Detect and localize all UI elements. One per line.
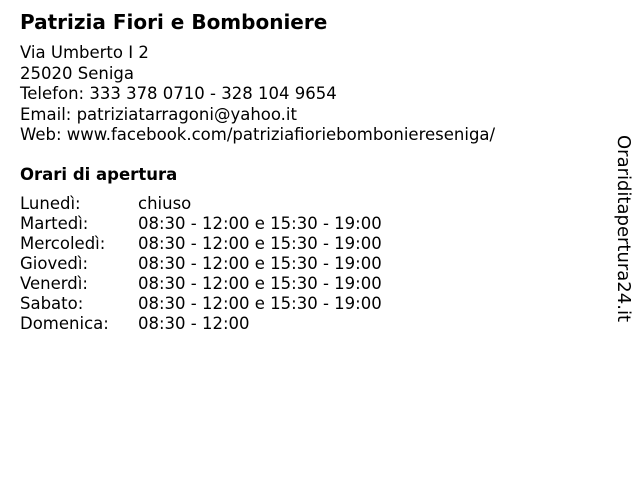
day-hours: 08:30 - 12:00 e 15:30 - 19:00 <box>138 214 382 233</box>
business-name: Patrizia Fiori e Bomboniere <box>20 10 328 34</box>
day-label: Mercoledì: <box>20 234 106 253</box>
web-line: Web: www.facebook.com/patriziafioriebomboniereseniga/ <box>20 125 496 144</box>
day-hours: 08:30 - 12:00 e 15:30 - 19:00 <box>138 254 382 273</box>
contact-info <box>20 43 495 146</box>
address-line: Via Umberto I 2 <box>20 43 149 62</box>
day-label: Venerdì: <box>20 274 88 293</box>
day-label: Giovedì: <box>20 254 88 273</box>
day-label: Domenica: <box>20 314 109 333</box>
day-label: Lunedì: <box>20 194 81 213</box>
day-hours: 08:30 - 12:00 e 15:30 - 19:00 <box>138 234 382 253</box>
day-hours: 08:30 - 12:00 <box>138 314 250 333</box>
opening-hours-title: Orari di apertura <box>20 165 178 184</box>
site-watermark: Orariditapertura24.it <box>613 135 634 322</box>
day-hours: 08:30 - 12:00 e 15:30 - 19:00 <box>138 274 382 293</box>
city-line: 25020 Seniga <box>20 63 134 83</box>
phone-line: Telefon: 333 378 0710 - 328 104 9654 <box>20 84 337 103</box>
email-line: Email: patriziatarragoni@yahoo.it <box>20 104 297 124</box>
day-hours: chiuso <box>138 194 192 213</box>
day-label: Sabato: <box>20 294 84 313</box>
day-label: Martedì: <box>20 214 89 233</box>
day-hours: 08:30 - 12:00 e 15:30 - 19:00 <box>138 294 382 313</box>
